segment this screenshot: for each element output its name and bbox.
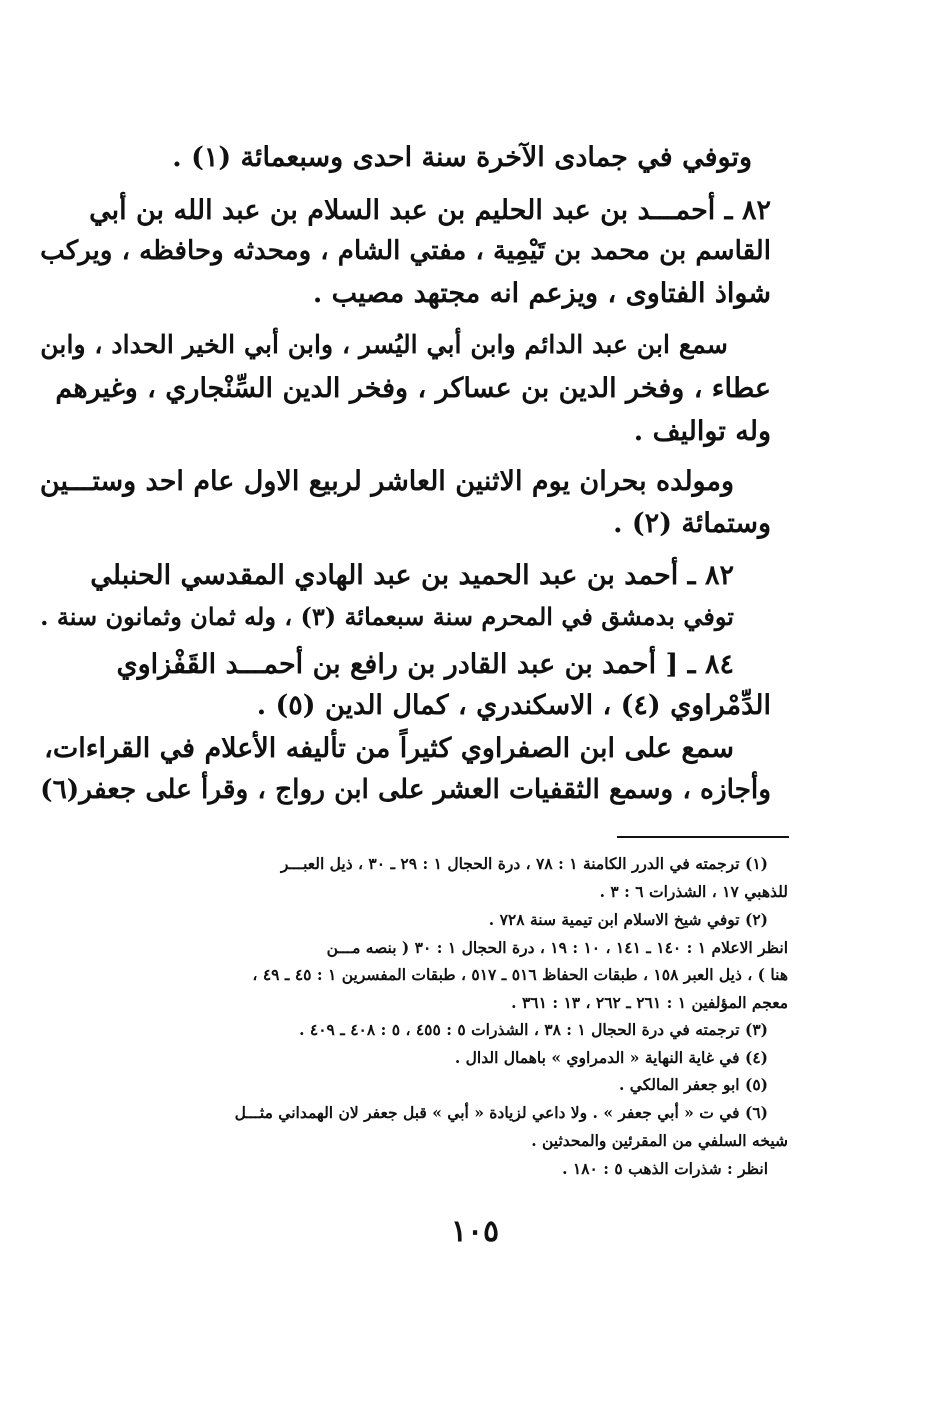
footnote-line: شيخه السلفي من المقرئين والمحدثين . — [531, 1131, 788, 1150]
text-line: توفي بدمشق في المحرم سنة سبعمائة (٣) ، وله ثمان وثمانون سنة . — [40, 602, 734, 631]
footnote-line: (٥) ابو جعفر المالكي . — [619, 1075, 768, 1094]
footnote-line: (٤) في غاية النهاية « الدمراوي » باهمال الدال . — [454, 1048, 768, 1067]
text-line: وستمائة (٢) . — [613, 508, 771, 539]
footnote-line: (١) ترجمته في الدرر الكامنة ١ : ٧٨ ، درة الحجال ١ : ٢٩ ـ ٣٠ ، ذيل العبـــر — [280, 854, 768, 873]
entry-84-heading: ٨٤ ـ [ أحمد بن عبد القادر بن رافع بن أحمـــد القَفْزاوي — [116, 649, 734, 680]
footnote-line: للذهبي ١٧ ، الشذرات ٦ : ٣ . — [599, 882, 788, 901]
footnote-line: هنا ) ، ذيل العبر ١٥٨ ، طبقات الحفاظ ٥١٦ ـ ٥١٧ ، طبقات المفسرين ١ : ٤٥ ـ ٤٩ ، — [252, 965, 788, 984]
footnote-separator — [617, 836, 789, 838]
footnote-line: معجم المؤلفين ١ : ٢٦١ ـ ٢٦٢ ، ١٣ : ٣٦١ . — [511, 993, 788, 1012]
footnote-line: (٣) ترجمته في درة الحجال ١ : ٣٨ ، الشذرات ٥ : ٤٥٥ ، ٥ : ٤٠٨ ـ ٤٠٩ . — [299, 1020, 768, 1039]
text-line: الدِّمْراوي (٤) ، الاسكندري ، كمال الدين (٥) . — [256, 690, 771, 721]
text-line: سمع على ابن الصفراوي كثيراً من تأليفه الأعلام في القراءات، — [44, 733, 734, 764]
text-line: وتوفي في جمادى الآخرة سنة احدى وسبعمائة (١) . — [172, 142, 752, 173]
text-line: عطاء ، وفخر الدين بن عساكر ، وفخر الدين السِّنْجاري ، وغيرهم — [55, 373, 771, 404]
text-line: وله تواليف . — [633, 416, 771, 447]
entry-83-heading: ٨٢ ـ أحمد بن عبد الحميد بن عبد الهادي المقدسي الحنبلي — [90, 560, 734, 591]
footnote-line: انظر الاعلام ١ : ١٤٠ ـ ١٤١ ، ١٠ : ١٩ ، درة الحجال ١ : ٣٠ ( بنصه مـــن — [326, 938, 788, 957]
text-line: سمع ابن عبد الدائم وابن أبي اليُسر ، وابن أبي الخير الحداد ، وابن — [40, 329, 728, 359]
footnote-line: انظر : شذرات الذهب ٥ : ١٨٠ . — [562, 1159, 768, 1178]
footnote-line: (٢) توفي شيخ الاسلام ابن تيمية سنة ٧٢٨ . — [488, 910, 768, 929]
text-line: وأجازه ، وسمع الثقفيات العشر على ابن رواج ، وقرأ على جعفر(٦) — [40, 774, 771, 805]
text-line: شواذ الفتاوى ، ويزعم انه مجتهد مصيب . — [312, 278, 771, 309]
footnote-line: (٦) في ت « أبي جعفر » . ولا داعي لزيادة « أبي » قبل جعفر لان الهمداني مثـــل — [234, 1103, 768, 1122]
text-line: ومولده بحران يوم الاثنين العاشر لربيع الاول عام احد وستـــين — [39, 466, 734, 497]
entry-82-heading: ٨٢ ـ أحمـــد بن عبد الحليم بن عبد السلام بن عبد الله بن أبي — [89, 195, 771, 226]
page-number: ١٠٥ — [450, 1214, 500, 1249]
text-line: القاسم بن محمد بن تَيْمِية ، مفتي الشام ، ومحدثه وحافظه ، ويركب — [40, 235, 771, 266]
